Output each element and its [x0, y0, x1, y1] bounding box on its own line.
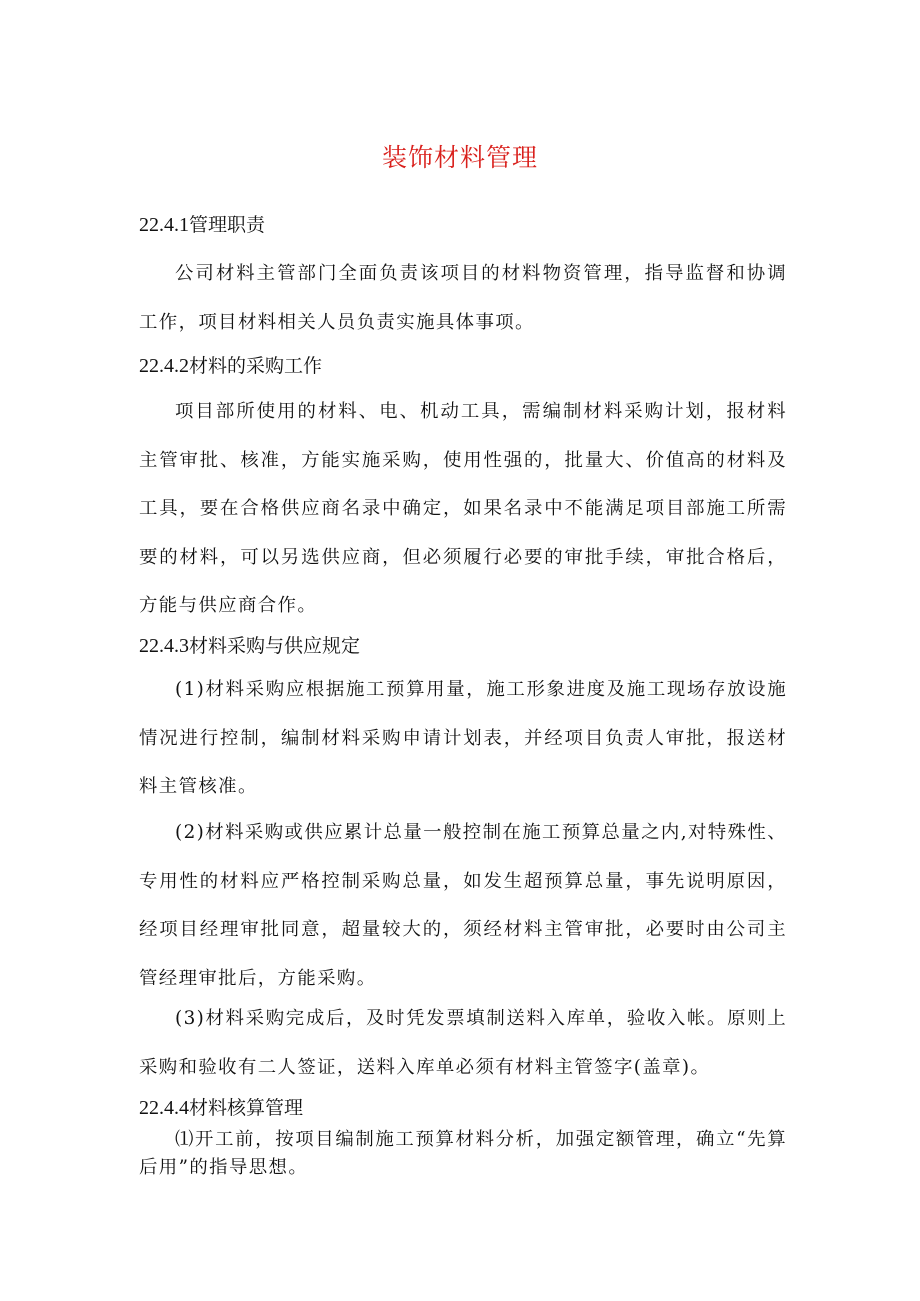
section-heading-22-4-3 — [139, 633, 360, 659]
section-number: 22.4.4 — [139, 1097, 189, 1119]
section-paragraph: 公司材料主管部门全面负责该项目的材料物资管理，指导监督和协调工作，项目材料相关人员负责实施具体事项。 — [139, 263, 787, 333]
section-heading-text: 材料的采购工作 — [189, 355, 323, 377]
section-paragraph: (3)材料采购完成后，及时凭发票填制送料入库单，验收入帐。原则上采购和验收有二人签证，送料入库单必须有材料主管签字(盖章)。 — [139, 1008, 787, 1078]
section-number: 22.4.1 — [139, 214, 189, 236]
section-number: 22.4.2 — [139, 355, 189, 377]
section-heading-22-4-1 — [139, 212, 265, 238]
section-paragraph: (2)材料采购或供应累计总量一般控制在施工预算总量之内,对特殊性、专用性的材料应严格控制采购总量，如发生超预算总量，事先说明原因，经项目经理审批同意，超量较大的，须经材料主管审批，必要时由公司主管经理审批后，方能采购。 — [139, 822, 787, 989]
document-title: 装饰材料管理 — [381, 143, 538, 172]
section-heading-text: 材料核算管理 — [189, 1097, 304, 1119]
section-paragraph: 项目部所使用的材料、电、机动工具，需编制材料采购计划，报材料主管审批、核准，方能实施采购，使用性强的，批量大、价值高的材料及工具，要在合格供应商名录中确定，如果名录中不能满足项目部施工所需要的材料，可以另选供应商，但必须履行必要的审批手续，审批合格后，方能与供应商合作。 — [139, 401, 787, 616]
section-heading-text: 管理职责 — [189, 214, 266, 236]
section-number: 22.4.3 — [139, 635, 189, 657]
section-heading-22-4-2 — [139, 353, 322, 379]
section-paragraph: (1)材料采购应根据施工预算用量，施工形象进度及施工现场存放设施情况进行控制，编制材料采购申请计划表，并经项目负责人审批，报送材料主管核准。 — [139, 679, 787, 797]
section-heading-22-4-4 — [139, 1095, 303, 1121]
section-heading-text: 材料采购与供应规定 — [189, 635, 361, 657]
section-paragraph: ⑴开工前，按项目编制施工预算材料分析，加强定额管理，确立“先算后用”的指导思想。 — [139, 1129, 787, 1178]
